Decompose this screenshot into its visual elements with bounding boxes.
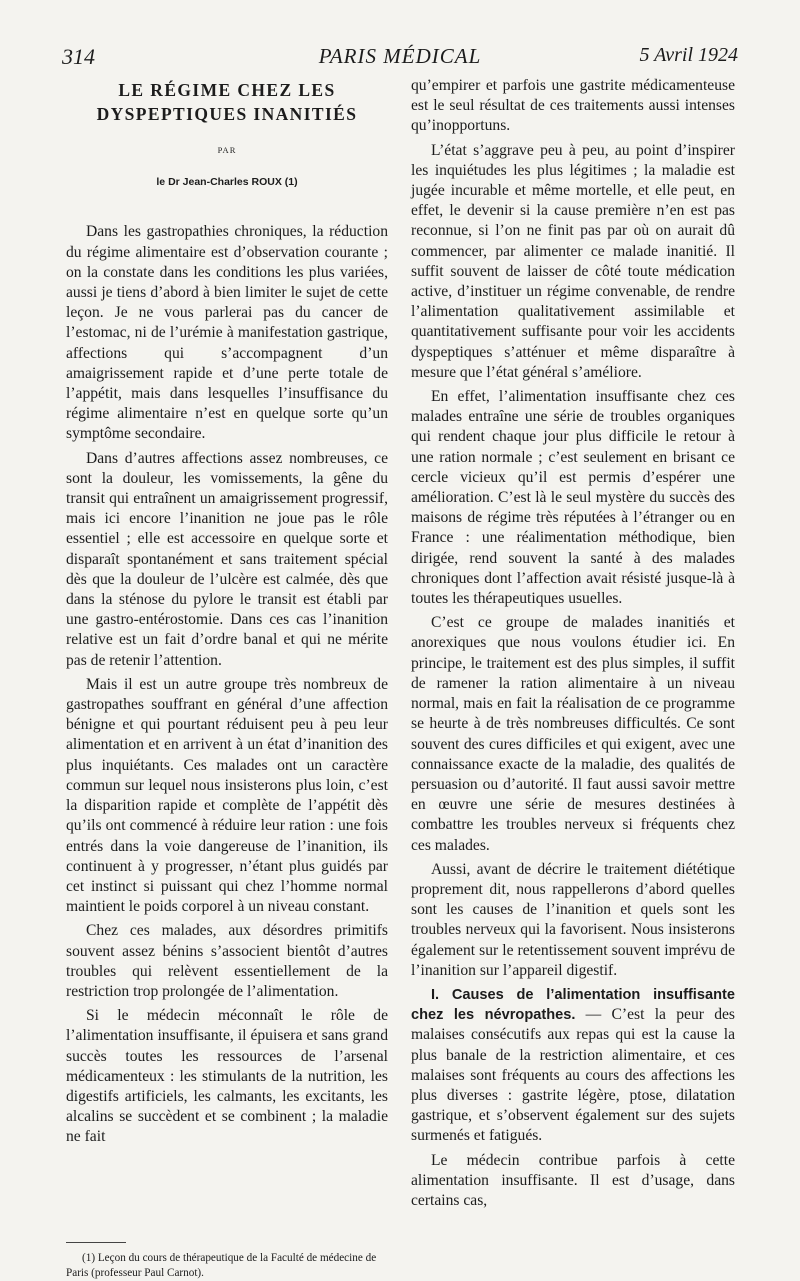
paragraph: Dans d’autres affections assez nombreuses, ce sont la douleur, les vomissements, la gêne du transit qui entraînent un amaigrissement progressif, mais ici encore l’inanition ne joue pas le rôle essentiel ; elle est accessoire en quelque sorte et disparaît spontanément et sans traitement spécial dès que la douleur de l’ulcère est calmée, dès que dans la sténose du pylore le transit est établi par une gastro-entérostomie. Dans ces cas l’inanition relative est un fait d’ordre banal et qui ne mérite pas de retenir l’attention. xyxy=(66,449,388,669)
paragraph: Dans les gastropathies chroniques, la réduction du régime alimentaire est d’observation courante ; on la constate dans les conditions les plus variées, aussi je tiens d’abord à bien limiter le sujet de cette leçon. Je ne vous parlerai pas du cancer de l’estomac, ni de l’urémie à manifestation gastrique, affections qui s’accompagnent d’un amaigrissement rapide et d’une perte totale de l’appétit, mais dans lesquelles l’insuffisance du régime alimentaire n’est en quelque sorte qu’un symptôme secondaire. xyxy=(66,223,388,443)
right-column xyxy=(411,76,735,1215)
paragraph: Chez ces malades, aux désordres primitifs souvent assez bénins s’associent bientôt d’autres troubles qui relèvent essentiellement de la restriction trop prolongée de l’alimentation. xyxy=(66,922,388,1000)
journal-name: PARIS MÉDICAL xyxy=(318,44,482,68)
paragraph: Si le médecin méconnaît le rôle de l’alimentation insuffisante, il épuisera et sans grand succès toutes les ressources de l’arsenal médicamenteux : les stimulants de la nutrition, les digestifs artificiels, les calmants, les excitants, les alcalins se succèdent et se combinent ; la maladie ne fait xyxy=(66,1007,388,1146)
byline-author: le Dr Jean-Charles ROUX (1) xyxy=(156,176,298,189)
section-paragraph xyxy=(411,985,735,1147)
left-column xyxy=(66,76,388,1281)
paragraph: Le médecin contribue parfois à cette alimentation insuffisante. Il est d’usage, dans certains cas, xyxy=(411,1151,735,1209)
paragraph: L’état s’aggrave peu à peu, au point d’inspirer les inquiétudes les plus légitimes ; la maladie est jugée incurable et même mortelle, et elle peut, en effet, le devenir si la cause première n’en est pas reconnue, si l’on ne finit pas par où on aurait dû commencer, par alimenter ce malade inanitié. Il suffit souvent de laisser de côté toute médication active, d’instituer un régime convenable, de rendre l’alimentation qualitativement assimilable et quantitativement suffisante pour voir les accidents dyspeptiques s’atténuer et même disparaître à mesure que l’état général s’améliore. xyxy=(411,141,735,381)
running-header xyxy=(62,44,738,70)
section-heading: I. Causes de l’alimentation insuffisante chez les névropathes. xyxy=(411,986,735,1024)
paragraph: En effet, l’alimentation insuffisante chez ces malades entraîne une série de troubles organiques qui rendent chaque jour plus difficile le retour à une ration normale ; c’est seulement en brisant ce cercle vicieux qu’il est permis d’espérer une amélioration. C’est là le seul mystère du succès des maisons de régime très réputées à l’étranger ou en France : une réalimentation méthodique, bien dirigée, rend souvent la santé à des malades chroniques dont l’affection avait résisté jusque-là à toutes les thérapeutiques usuelles. xyxy=(411,388,735,608)
footnote: (1) Leçon du cours de thérapeutique de la Faculté de médecine de Paris (professeur Paul Carnot). xyxy=(66,1251,377,1279)
paragraph: Mais il est un autre groupe très nombreux de gastropathes souffrant en général d’une affection bénigne et qui pourtant réduisent peu à peu leur alimentation et en arrivent à un état d’inanition des plus inquiétants. Ces malades ont un caractère commun sur lequel nous insisterons plus loin, c’est la disparition rapide et complète de l’appétit dès qu’ils ont commencé à réduire leur ration : une fois entrés dans la voie dangereuse de l’inanition, ils continuent à y progresser, n’étant plus guidés par cet instinct si puissant qui chez l’homme normal maintient le poids corporel à un niveau constant. xyxy=(66,675,388,916)
continued-paragraph: qu’empirer et parfois une gastrite médicamenteuse est le seul résultat de ces traitements aussi intenses qu’inopportuns. xyxy=(411,77,735,135)
section-text: — C’est la peur des malaises consécutifs aux repas qui est la cause la plus banale de la restriction alimentaire, et ces malaises sont fréquents au cours des affections les plus diverses : gastrite légère, ptose, dilatation gastrique, et s’observent également sur des sujets surmenés et fatigués. xyxy=(411,1006,735,1145)
page-number: 314 xyxy=(62,44,95,69)
footnote-divider xyxy=(66,1242,126,1243)
paragraph: Aussi, avant de décrire le traitement diététique proprement dit, nous rappellerons d’abord quelles sont les causes de l’inanition et quels sont les troubles nerveux qui la favorisent. Nous insisterons également sur le retentissement souvent imprévu de l’inanition sur l’appareil digestif. xyxy=(411,860,735,979)
issue-date: 5 Avril 1924 xyxy=(639,44,738,66)
paragraph: C’est ce groupe de malades inanitiés et anorexiques que nous voulons étudier ici. En principe, le traitement est des plus simples, il suffit de ramener la ration alimentaire à un niveau normal, mais en fait la réalisation de ce programme se heurte à de très nombreuses difficultés. Ce sont souvent des cures difficiles et qui exigent, avec une connaissance exacte de la maladie, des qualités de persuasion ou d’autorité. Il faut aussi savoir mettre en œuvre une série de mesures destinées à combattre les troubles nerveux si fréquents chez ces malades. xyxy=(411,614,735,854)
byline-par: PAR xyxy=(217,145,237,155)
article-title: LE RÉGIME CHEZ LES DYSPEPTIQUES INANITIÉS xyxy=(96,80,358,124)
